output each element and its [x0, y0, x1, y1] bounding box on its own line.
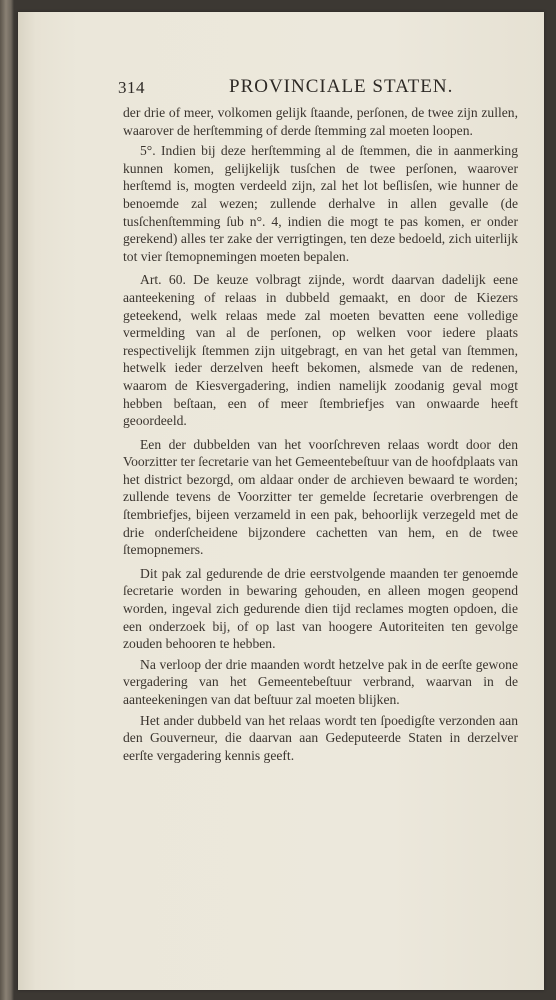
paragraph: Na verloop der drie maanden wordt hetzelve pak in de eerſte gewone vergadering van het Gemeentebeſtuur verbrand, waarvan in de aanteekeningen van dat beſtuur zal moeten blijken.	[123, 656, 518, 707]
body-text	[123, 104, 518, 764]
paragraph: Een der dubbelden van het voorſchreven relaas wordt door den Voorzitter ter ſecretarie van het Gemeentebeſtuur van de hoofdplaats van het district bezorgd, om aldaar onder de archieven bewaard te worden; zullende tevens de Voorzitter ter gemelde ſecretarie overbrengen de ſtembriefjes, bijeen verzameld in een pak, behoorlijk verzegeld met de drie onderſcheidene bijzondere cachetten van hem, en de twee ſtemopnemers.	[123, 436, 518, 558]
paragraph: Het ander dubbeld van het relaas wordt ten ſpoedigſte verzonden aan den Gouverneur, die daarvan aan Gedeputeerde Staten in derzelver eerſte vergadering kennis geeft.	[123, 712, 518, 763]
page-number: 314	[118, 78, 145, 97]
paragraph: Art. 60. De keuze volbragt zijnde, wordt daarvan dadelijk eene aanteekening of relaas in dubbeld gemaakt, en door de Kiezers geteekend, welk relaas mede zal moeten bevatten eene volledige vermelding van al de perſonen, op welken voor iedere plaats respectivelijk ſtemmen zijn uitgebragt, en van het getal van ſtemmen, hetwelk ieder derzelven heeft bekomen, alsmede van de redenen, waarom de Kiesvergadering, indien namelijk zoodanig geval mogt hebben beſtaan, een of meer ſtembriefjes van onwaarde heeft geoordeeld.	[123, 272, 518, 429]
paragraph: der drie of meer, volkomen gelijk ſtaande, perſonen, de twee zijn zullen, waarover de herſtemming of derde ſtemming zal moeten loopen.	[123, 105, 518, 138]
paragraph: Dit pak zal gedurende de drie eerstvolgende maanden ter genoemde ſecretarie worden in bewaring gehouden, en alleen mogen geopend worden, ingeval zich gedurende dien tijd reclames mogten opdoen, die een onderzoek bij, of op last van hoogere Autoriteiten ten gevolge zouden behooren te hebben.	[123, 565, 518, 652]
running-title: PROVINCIALE STATEN.	[229, 76, 454, 97]
paragraph: 5°. Indien bij deze herſtemming al de ſtemmen, die in aanmerking kunnen komen, gelijkelijk tusſchen de twee perſonen, waarover herſtemd is, mogten verdeeld zijn, zal het lot beſlisſen, wie hunner de benoemde zal wezen; zullende derhalve in allen gevalle (de tusſchenſtemming ſub n°. 4, indien die mogt te pas komen, er onder gerekend) alles ter zake der verrigtingen, ten deze bedoeld, zich uiterlijk tot vier ſtemopnemingen moeten bepalen.	[123, 143, 518, 264]
page-header	[118, 70, 454, 97]
